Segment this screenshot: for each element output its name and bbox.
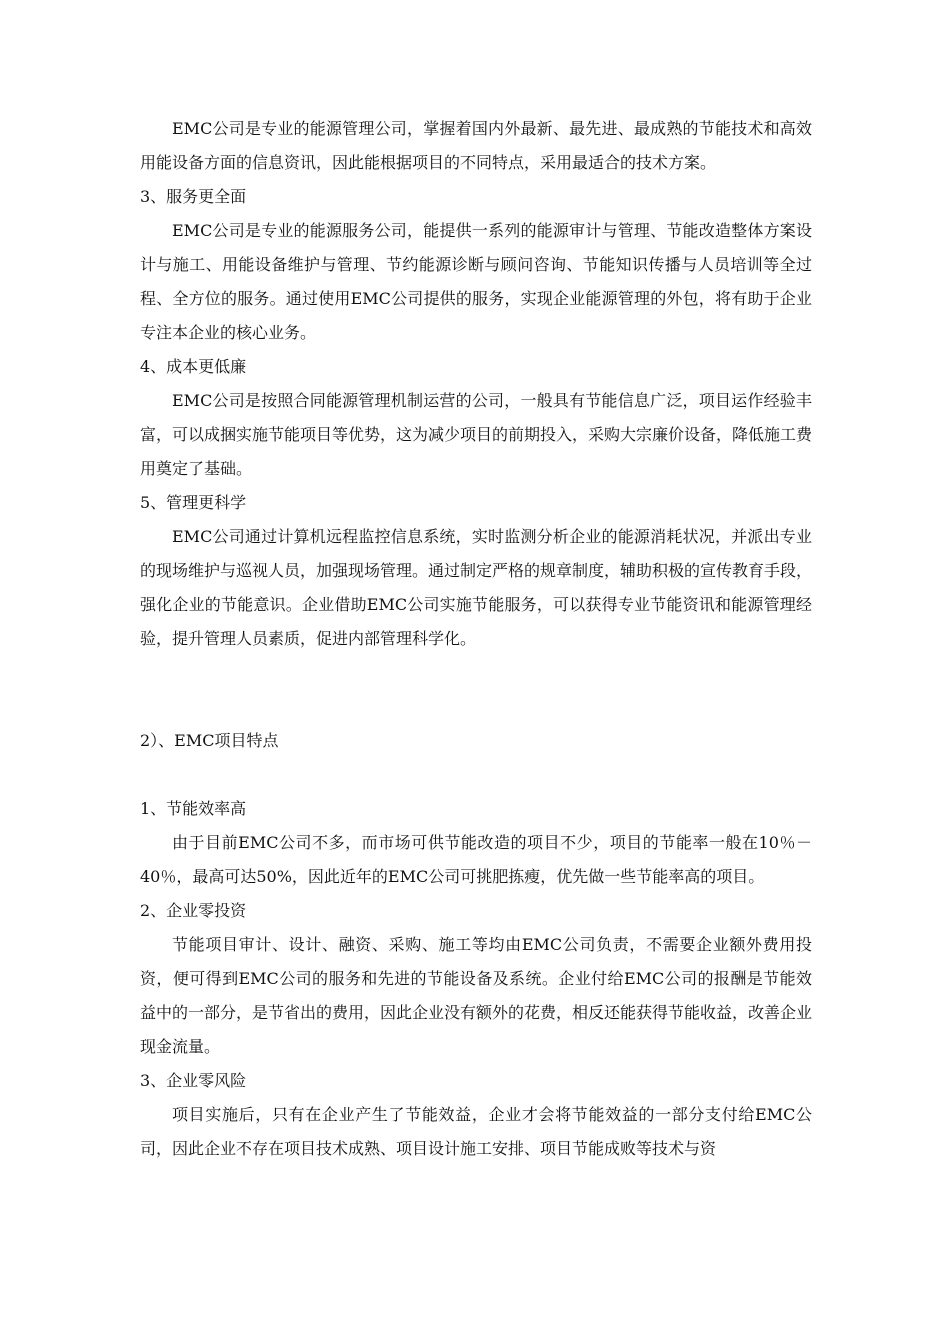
heading-scientific-management: 5、管理更科学 — [140, 493, 247, 512]
paragraph-emc-cost: EMC公司是按照合同能源管理机制运营的公司，一般具有节能信息广泛，项目运作经验丰富，可以成捆实施节能项目等优势，这为减少项目的前期投入，采购大宗廉价设备，降低施工费用奠定了基础。 — [140, 391, 813, 478]
paragraph-emc-management: EMC公司通过计算机远程监控信息系统，实时监测分析企业的能源消耗状况，并派出专业的现场维护与巡视人员，加强现场管理。通过制定严格的规章制度，辅助积极的宣传教育手段，强化企业的节能意识。企业借助EMC公司实施节能服务，可以获得专业节能资讯和能源管理经验，提升管理人员素质，促进内部管理科学化。 — [140, 527, 813, 648]
heading-zero-investment: 2、企业零投资 — [140, 901, 247, 920]
document-body — [140, 112, 812, 1166]
paragraph-emc-expertise: EMC公司是专业的能源管理公司，掌握着国内外最新、最先进、最成熟的节能技术和高效用能设备方面的信息资讯，因此能根据项目的不同特点，采用最适合的技术方案。 — [140, 119, 812, 172]
spacer — [140, 656, 812, 724]
paragraph-efficiency: 由于目前EMC公司不多，而市场可供节能改造的项目不少，项目的节能率一般在10％－40％，最高可达50%，因此近年的EMC公司可挑肥拣瘦，优先做一些节能率高的项目。 — [140, 833, 812, 886]
heading-lower-cost: 4、成本更低廉 — [140, 357, 247, 376]
paragraph-emc-services: EMC公司是专业的能源服务公司，能提供一系列的能源审计与管理、节能改造整体方案设计与施工、用能设备维护与管理、节约能源诊断与顾问咨询、节能知识传播与人员培训等全过程、全方位的服务。通过使用EMC公司提供的服务，实现企业能源管理的外包，将有助于企业专注本企业的核心业务。 — [140, 221, 812, 342]
paragraph-zero-risk: 项目实施后，只有在企业产生了节能效益，企业才会将节能效益的一部分支付给EMC公司，因此企业不存在项目技术成熟、项目设计施工安排、项目节能成败等技术与资 — [140, 1105, 812, 1158]
heading-high-efficiency: 1、节能效率高 — [140, 799, 247, 818]
paragraph-zero-investment: 节能项目审计、设计、融资、采购、施工等均由EMC公司负责，不需要企业额外费用投资，便可得到EMC公司的服务和先进的节能设备及系统。企业付给EMC公司的报酬是节能效益中的一部分，是节省出的费用，因此企业没有额外的花费，相反还能获得节能收益，改善企业现金流量。 — [140, 935, 813, 1056]
heading-service-comprehensive: 3、服务更全面 — [140, 187, 247, 206]
spacer — [140, 758, 812, 792]
section-heading-emc-project-features: 2）、EMC项目特点 — [140, 731, 279, 750]
heading-zero-risk: 3、企业零风险 — [140, 1071, 247, 1090]
